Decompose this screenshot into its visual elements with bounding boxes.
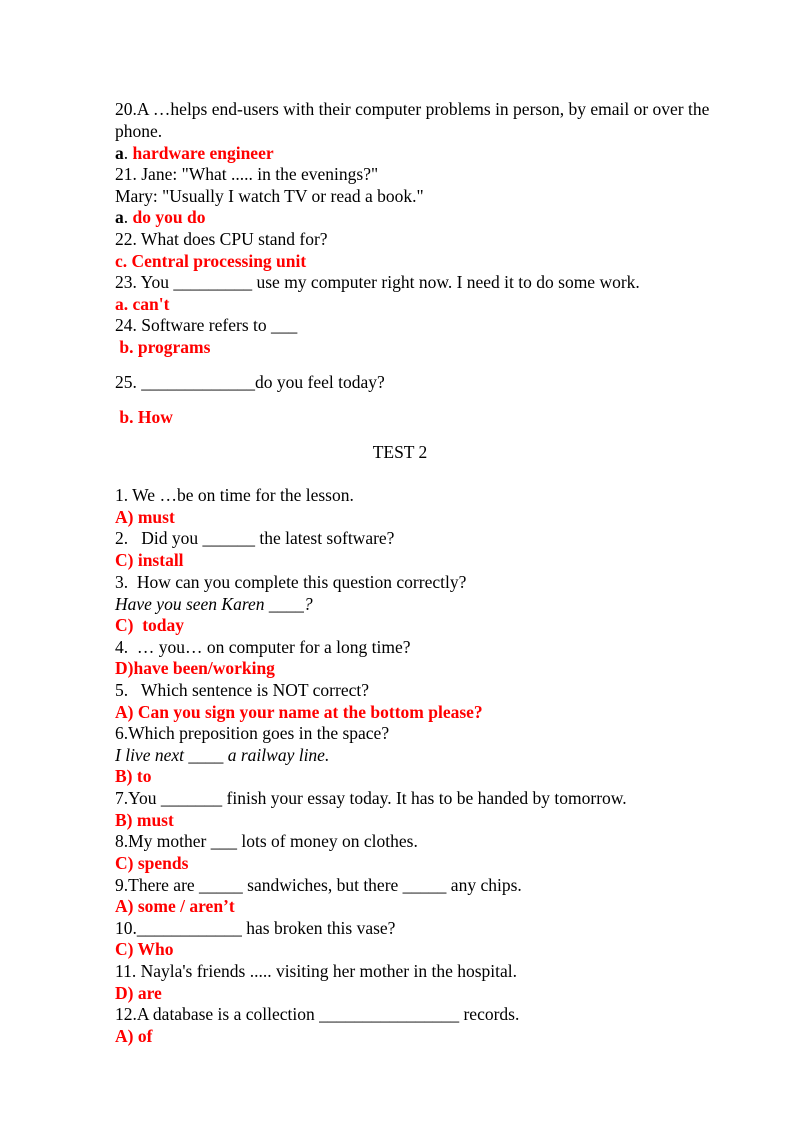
t2-answer-1: A) must [115,507,175,527]
t2-answer-4: D)have been/working [115,658,275,678]
t2-answer-5: A) Can you sign your name at the bottom please? [115,702,483,722]
question-20: 20.A …helps end-users with their computer problems in person, by email or over the phone. [115,99,710,141]
t2-question-5: 5. Which sentence is NOT correct? [115,680,369,700]
t2-answer-10: C) Who [115,939,174,959]
t2-question-9: 9.There are _____ sandwiches, but there _____ any chips. [115,875,522,895]
t2-answer-7: B) must [115,810,174,830]
t2-question-2: 2. Did you ______ the latest software? [115,528,395,548]
question-22: 22. What does CPU stand for? [115,229,328,249]
question-21-line1: 21. Jane: "What ..... in the evenings?" [115,164,379,184]
answer-21-text: do you do [128,207,206,227]
question-25: 25. _____________do you feel today? [115,372,385,392]
t2-question-7: 7.You _______ finish your essay today. It has to be handed by tomorrow. [115,788,627,808]
t2-answer-9: A) some / aren’t [115,896,235,916]
t2-question-1: 1. We …be on time for the lesson. [115,485,354,505]
t2-answer-11: D) are [115,983,162,1003]
answer-25: b. How [115,407,173,427]
t2-question-11: 11. Nayla's friends ..... visiting her mother in the hospital. [115,961,518,981]
t2-answer-2: C) install [115,550,184,570]
test-2-heading: TEST 2 [372,442,428,462]
t2-question-8: 8.My mother ___ lots of money on clothes. [115,831,418,851]
answer-23: a. can't [115,294,170,314]
t2-answer-6: B) to [115,766,152,786]
answer-21-dot: . [123,207,129,227]
t2-question-6: 6.Which preposition goes in the space? [115,723,390,743]
t2-question-12: 12.A database is a collection ________________ records. [115,1004,520,1024]
answer-20-letter: a [115,143,124,163]
answer-22: c. Central processing unit [115,251,307,271]
t2-question-4: 4. … you… on computer for a long time? [115,637,411,657]
answer-21-letter: a [115,207,124,227]
t2-answer-12: A) of [115,1026,153,1046]
answer-20 [115,142,274,164]
t2-answer-3: C) today [115,615,185,635]
question-24: 24. Software refers to ___ [115,315,298,335]
question-21-line2: Mary: "Usually I watch TV or read a book." [115,186,424,206]
answer-20-text: hardware engineer [128,143,274,163]
answer-21 [115,206,205,228]
answer-24: b. programs [115,337,211,357]
answer-20-dot: . [123,143,129,163]
t2-question-3: 3. How can you complete this question correctly? [115,572,467,592]
t2-question-6-example: I live next ____ a railway line. [115,745,330,765]
question-23: 23. You _________ use my computer right now. I need it to do some work. [115,272,640,292]
t2-question-3-example: Have you seen Karen ____? [115,594,313,614]
t2-answer-8: C) spends [115,853,189,873]
t2-question-10: 10.____________ has broken this vase? [115,918,396,938]
